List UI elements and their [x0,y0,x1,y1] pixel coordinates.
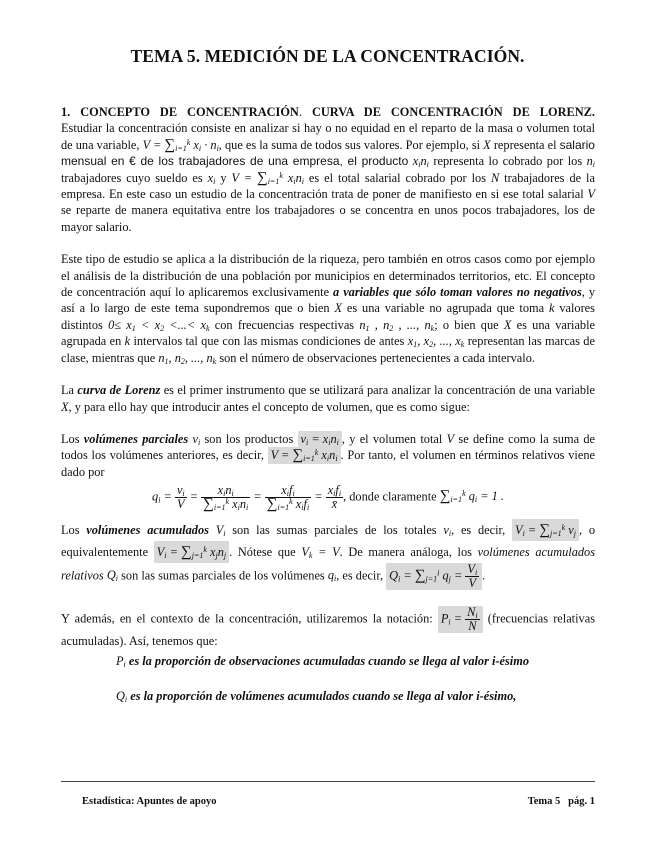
footer-left: Estadística: Apuntes de apoyo [82,796,217,807]
footer-divider [61,781,595,782]
page-title: TEMA 5. MEDICIÓN DE LA CONCENTRACIÓN. [130,46,525,66]
formula-partial-volume: $v_i = x_in_i$ [298,431,342,447]
formula-total-salary: $V = \sum_{i=1}^k$ $x_in_i$ [231,169,304,186]
definition-q: $Q_i$ es la proporción de volúmenes acumulados cuando se llega al valor i-ésimo, [116,688,517,704]
formula-total-volume: $V = \sum_{i=1}^k$ $x_i \cdot n_i$ [142,136,219,153]
paragraph-4: Los volúmenes parciales $v_i$ son los productos $v_i = x_in_i$ , y el volumen total V se define como la suma de todos los volúmenes anteriores, es decir, $V = \sum_{i=1}^k$ $x_in_i$ . Por tanto, el volumen en términos relativos viene dado por [61,431,595,479]
definition-p: $P_i$ es la proporción de observaciones acumuladas cuando se llega al valor i-ésimo [116,653,530,669]
formula-relative-cumulative-volume: $Q_i = \sum_{j=1}^i$ $q_j$ = $\frac{V_i}{V}$ [386,563,482,590]
formula-cumulative-volume: $V_i = \sum_{j=1}^k$ $v_j$ [512,519,579,541]
section-heading-main: 1. CONCEPTO DE CONCENTRACIÓN [61,105,299,119]
formula-cumulative-volume-alt: $V_i = \sum_{j=1}^k$ $x_jn_j$ [154,541,229,563]
formula-cumulative-frequency: $P_i$ = $\frac{N_i}{N}$ [438,606,483,633]
formula-volume-sum: $V = \sum_{i=1}^k$ $x_in_i$ [268,447,341,463]
paragraph-6: Y además, en el contexto de la concentración, utilizaremos la notación: $P_i$ = $\frac{N_i}{N}$ (frecuencias relativas acumuladas). Así, tenemos que: [61,605,595,649]
document-body [61,104,595,722]
paragraph-2: Este tipo de estudio se aplica a la distribución de la riqueza, pero también en otros casos como por ejemplo el análisis de la distribución de una población por municipios en determinados territorios, etc. El concepto de concentración aquí lo aplicaremos exclusivamente a variables que sólo toman valores no negativos, y así a lo largo de este tema supondremos que o bien X es una variable no agrupada que toma k valores distintos $0\le x_1 < x_2$ <...< $x_k$ con frecuencias respectivas $n_1$ , $n_2$ , ..., $n_k$; o bien que X es una variable agrupada en k intervalos tal que con las mismas condiciones de antes $x_1$, $x_2$, ..., $x_k$ representan las marcas de clase, mientras que $n_1$, $n_2$, ..., $n_k$ son el número de observaciones pertenecientes a cada intervalo. [61,252,595,366]
paragraph-5: Los volúmenes acumulados $V_i$ son las sumas parciales de los totales $v_i$, es decir, $V_i = \sum_{j=1}^k$ $v_j$ , o equivalentemente $V_i = \sum_{j=1}^k$ $x_jn_j$ . Nótese que $V_k = V$. De manera análoga, los volúmenes acumulados relativos $Q_i$ son las sumas parciales de los volúmenes $q_i$, es decir, $Q_i = \sum_{j=1}^i$ $q_j$ = $\frac{V_i}{V}$ . [61,519,595,590]
footer-right: Tema 5 pág. 1 [527,796,595,807]
paragraph-1: Estudiar la concentración consiste en analizar si hay o no equidad en el reparto de la masa o volumen total de una variable, $V = \sum_{i=1}^k$ $x_i \cdot n_i$, que es la suma de todos sus valores. Por ejemplo, si X representa el salario mensual en € de los trabajadores de una empresa, el producto $x_in_i$ representa lo cobrado por los $n_i$ trabajadores cuyo sueldo es $x_i$ y $V = \sum_{i=1}^k$ $x_in_i$ es el total salarial cobrado por los N trabajadores de la empresa. En este caso un estudio de la concentración trata de poner de manifiesto en si ese total salarial V se reparte de manera equitativa entre los trabajadores o se concentra en unos pocos trabajadores, los de mayor salario. [61,121,596,234]
section-heading-rest: CURVA DE CONCENTRACIÓN DE LORENZ. [311,105,595,119]
section-heading [61,104,595,120]
paragraph-3: La curva de Lorenz es el primer instrumento que se utilizará para analizar la concentración de una variable X, y para ello hay que introducir antes el concepto de volumen, que es como sigue: [61,383,595,414]
formula-relative-volume: $q_i$ = $\frac{v_i}{V}$ = $\frac{x_in_i}{\sum_{i=1}^k x_in_i}$ = $\frac{x_if_i}{\sum_{i=1}^k x_if_i}$ = $\frac{x_if_i}{x̄}$ , donde claramente $\sum_{i=1}^k$ $q_i = 1$ . [152,483,504,513]
section-heading-sep: . [298,105,302,119]
